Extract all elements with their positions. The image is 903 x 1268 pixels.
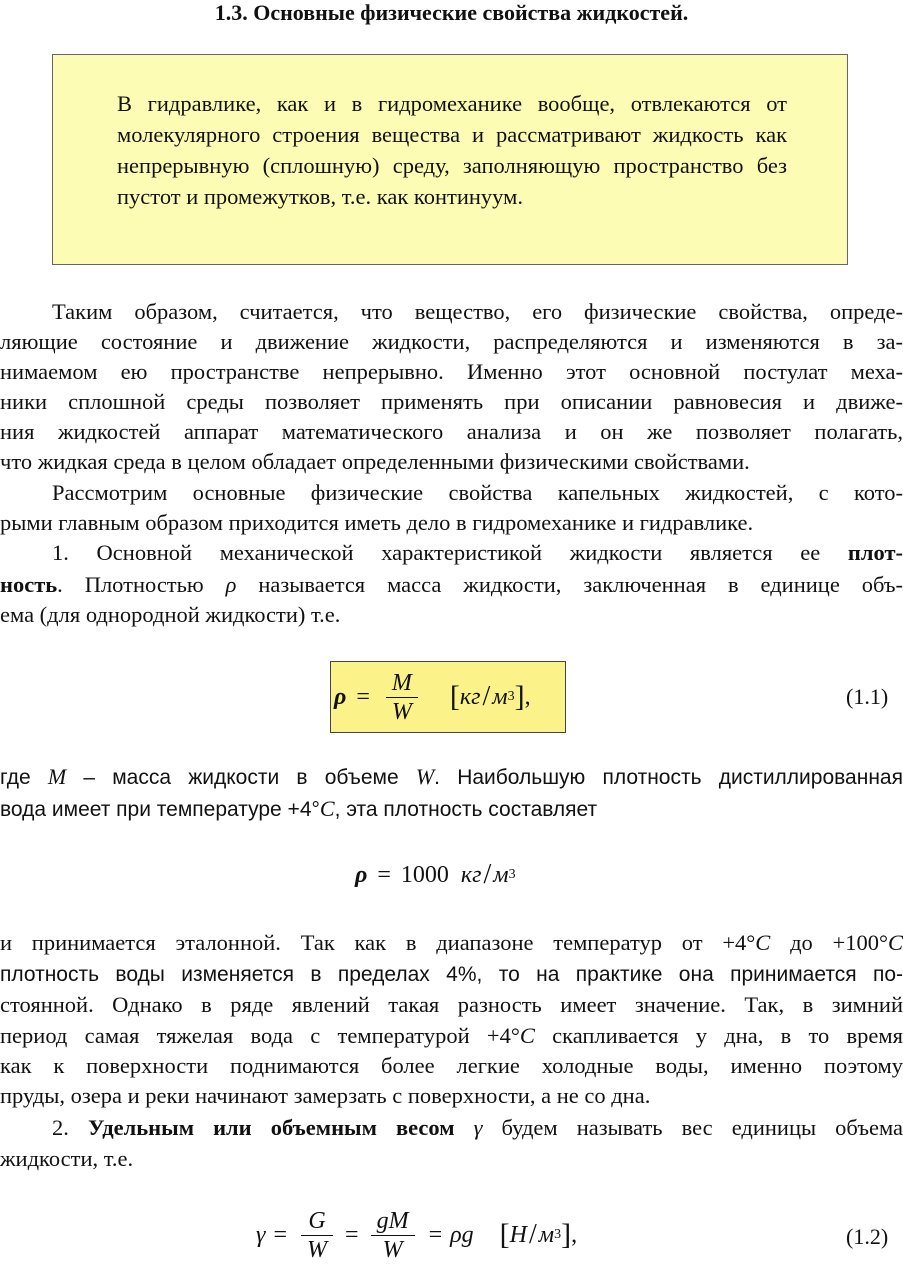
equation-number-1-2: (1.2) (846, 1224, 889, 1249)
para1-line: ния жидкостей аппарат математического анализа и он же позволяет полагать, (0, 419, 903, 444)
item1-line: ность. Плотностью ρ называется масса жидкости, заключенная в единице объ- (0, 572, 903, 597)
definition-box (52, 54, 848, 265)
para3-line: период самая тяжелая вода с температурой +4°C скапливается у дна, в то время (0, 1023, 903, 1048)
fraction-g-over-w: $\frac{G}{W}$ (301, 1207, 333, 1264)
para3-line: стоянной. Однако в ряде явлений такая разность имеет значение. Так, в зимний (0, 992, 903, 1017)
term-density-cont: ность (0, 572, 58, 597)
para1-line: ники сплошной среды позволяет применять при описании равновесия и движе- (0, 389, 903, 414)
formula-1-1: ρ = $\frac{M}{W}$ [ кг / м 3 ] , (334, 669, 531, 725)
symbol-gamma: γ (473, 1115, 483, 1140)
para1-line: нимаемом ею пространстве непрерывно. Именно этот основной постулат меха- (0, 359, 903, 384)
para3-line: как к поверхности поднимаются более легкие холодные воды, именно поэтому (0, 1053, 903, 1078)
fraction-gm-over-w: $\frac{gM}{W}$ (371, 1207, 415, 1264)
equation-number-1-1: (1.1) (846, 684, 889, 709)
para2-line: Рассмотрим основные физические свойства капельных жидкостей, с кото- (52, 480, 903, 505)
para3-line: и принимается эталонной. Так как в диапазоне температур от +4°C до +100°C (0, 930, 903, 955)
after-eq1-line: вода имеет при температуре +4°C, эта плотность составляет (0, 796, 598, 821)
after-eq1-line: где M – масса жидкости в объеме W. Наибольшую плотность дистиллированная (0, 764, 903, 789)
para1-line: ляющие состояние и движение жидкости, распределяются и изменяются в за- (0, 329, 903, 354)
item2-line: жидкости, т.е. (0, 1146, 134, 1171)
item1-line: 1. Основной механической характеристикой жидкости является ее плот- (52, 540, 903, 565)
para3-line: плотность воды изменяется в пределах 4%, то на практике она принимается по- (0, 963, 903, 986)
symbol-rho: ρ (225, 572, 237, 597)
para1-line: Таким образом, считается, что вещество, его физические свойства, опреде- (52, 299, 903, 324)
para1-line: что жидкая среда в целом обладает определенными физическими свойствами. (0, 449, 750, 474)
definition-text: В гидравлике, как и в гидромеханике вообще, отвлекаются от молекулярного строения вещества и рассматривают жидкость как непрерывную (сплошную) среду, заполняющую пространство без пустот и промежутков, т.е. как континуум. (117, 91, 787, 209)
fraction-m-over-w: $\frac{M}{W}$ (386, 669, 418, 726)
formula-1-2: γ = $\frac{G}{W}$ = $\frac{gM}{W}$ = ρg [ Н / м 3 ] , (256, 1207, 578, 1263)
term-density: плот- (847, 540, 903, 565)
formula-water-density: ρ = 1000 кг / м 3 (355, 859, 516, 890)
item1-line: ема (для однородной жидкости) т.е. (0, 602, 341, 627)
term-specific-weight: Удельным или объемным весом (87, 1115, 455, 1140)
item2-line: 2. Удельным или объемным весом γ будем называть вес единицы объема (52, 1115, 903, 1140)
para3-line: пруды, озера и реки начинают замерзать с поверхности, а не со дна. (0, 1083, 651, 1108)
section-title: 1.3. Основные физические свойства жидкостей. (214, 0, 689, 25)
para2-line: рыми главным образом приходится иметь дело в гидромеханике и гидравлике. (0, 510, 754, 535)
